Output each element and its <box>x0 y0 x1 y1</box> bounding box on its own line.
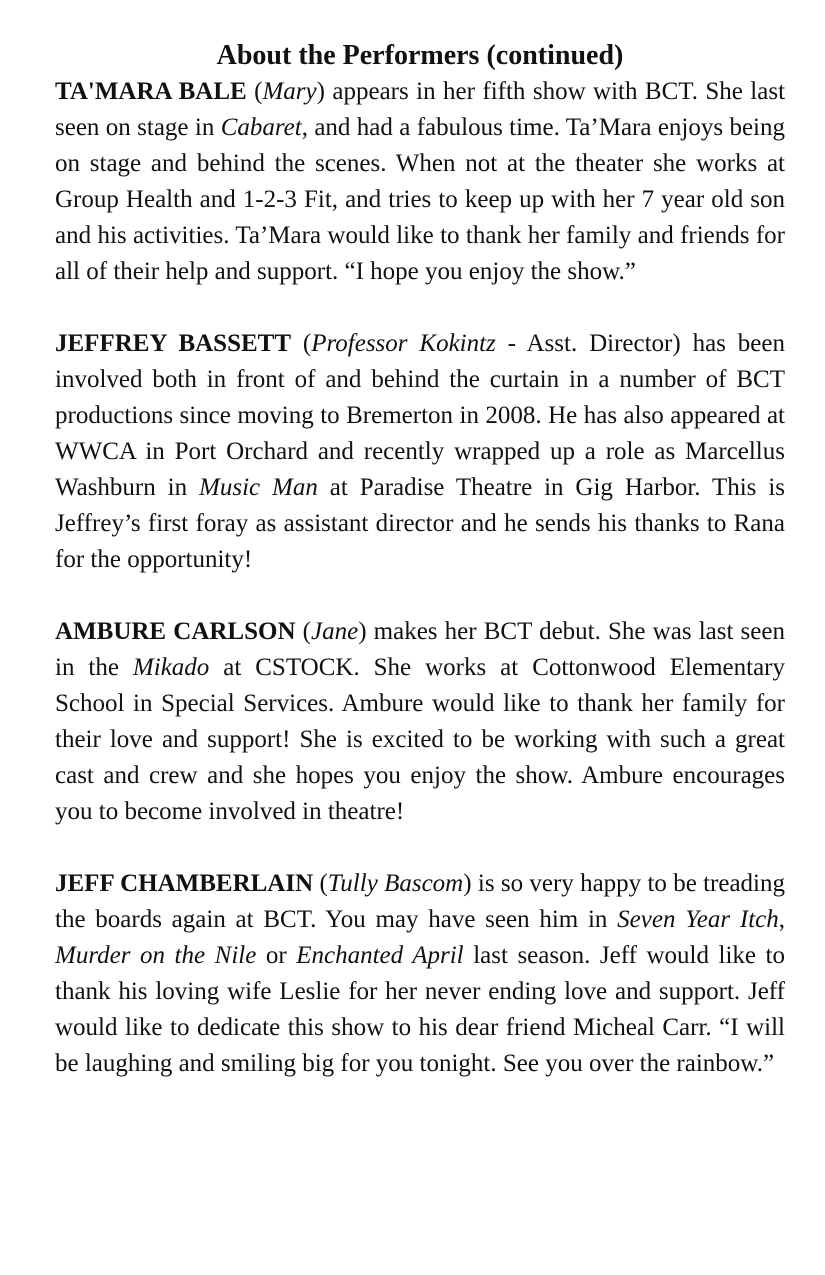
bio-text: at Paradise Theatre in Gig Harbor. This is Jeffrey’s first foray as assistant director and he sends his thanks to Rana for the opportunity! <box>55 474 785 573</box>
bio-ambure-carlson: AMBURE CARLSON (Jane) makes her BCT debut. She was last seen in the Mikado at CSTOCK. She works at Cottonwood Elementary School in Special Services. Ambure would like to thank her family for their love and support! She is excited to be working with such a great cast and crew and she hopes you enjoy the show. Ambure encourages you to become involved in theatre! <box>55 618 785 825</box>
show-title: Music Man <box>199 474 318 501</box>
performer-role: Tully Bascom <box>327 870 464 897</box>
performer-name: AMBURE CARLSON <box>55 618 296 645</box>
bio-jeffrey-bassett: JEFFREY BASSETT (Professor Kokintz - Asst. Director) has been involved both in front of and behind the curtain in a number of BCT productions since moving to Bremerton in 2008. He has also appeared at WWCA in Port Orchard and recently wrapped up a role as Marcellus Washburn in Music Man at Paradise Theatre in Gig Harbor. This is Jeffrey’s first foray as assistant director and he sends his thanks to Rana for the opportunity! <box>55 330 785 573</box>
bio-text: is so very happy to be treading the boards again at BCT. You may have seen him in <box>55 870 786 933</box>
show-title: Mikado <box>132 654 210 681</box>
bio-jeff-chamberlain: JEFF CHAMBERLAIN (Tully Bascom) is so very happy to be treading the boards again at BCT. You may have seen him in Seven Year Itch, Murder on the Nile or Enchanted April last season. Jeff would like to thank his loving wife Leslie for her never ending love and support. Jeff would like to dedicate this show to his dear friend Micheal Carr. “I will be laughing and smiling big for you tonight. See you over the rainbow.” <box>55 870 786 1077</box>
bio-text: makes her BCT debut. She was last seen in the <box>55 618 785 681</box>
bio-separator: , <box>778 906 785 933</box>
program-page <box>55 38 785 1118</box>
show-title: Cabaret <box>220 114 302 141</box>
bio-text: at CSTOCK. She works at Cottonwood Elementary School in Special Services. Ambure would like to thank her family for their love and support! She is excited to be working with such a great cast and crew and she hopes you enjoy the show. Ambure encourages you to become involved in theatre! <box>55 654 785 825</box>
show-title: Seven Year Itch <box>617 906 779 933</box>
performer-role: Professor Kokintz <box>311 330 496 357</box>
bio-text: last season. Jeff would like to thank his loving wife Leslie for her never ending love and support. Jeff would like to dedicate this show to his dear friend Micheal Carr. “I will be laughing and smiling big for you tonight. See you over the rainbow.” <box>55 942 786 1077</box>
show-title: Enchanted April <box>296 942 464 969</box>
bio-text: appears in her fifth show with BCT. She last seen on stage in <box>55 78 786 141</box>
bio-text: has been involved both in front of and behind the curtain in a number of BCT productions since moving to Bremerton in 2008. He has also appeared at WWCA in Port Orchard and recently wrapped up a role as Marcellus Washburn in <box>55 330 785 501</box>
performer-name: TA'MARA BALE <box>55 78 247 105</box>
bio-separator: or <box>256 942 297 969</box>
bio-text: , and had a fabulous time. Ta’Mara enjoys being on stage and behind the scenes. When not at the theater she works at Group Health and 1-2-3 Fit, and tries to keep up with her 7 year old son and his activities. Ta’Mara would like to thank her family and friends for all of their help and support. “I hope you enjoy the show.” <box>55 114 785 285</box>
performer-role-extra: - Asst. Director) <box>495 330 681 357</box>
performer-role: Jane <box>310 618 359 645</box>
page-title: About the Performers (continued) <box>216 40 624 71</box>
performer-name: JEFF CHAMBERLAIN <box>55 870 314 897</box>
bio-tamara-bale: TA'MARA BALE (Mary) appears in her fifth show with BCT. She last seen on stage in Cabaret, and had a fabulous time. Ta’Mara enjoys being on stage and behind the scenes. When not at the theater she works at Group Health and 1-2-3 Fit, and tries to keep up with her 7 year old son and his activities. Ta’Mara would like to thank her family and friends for all of their help and support. “I hope you enjoy the show.” <box>55 78 786 285</box>
performer-role: Mary <box>262 78 317 105</box>
performer-name: JEFFREY BASSETT <box>55 330 292 357</box>
show-title: Murder on the Nile <box>55 942 257 969</box>
